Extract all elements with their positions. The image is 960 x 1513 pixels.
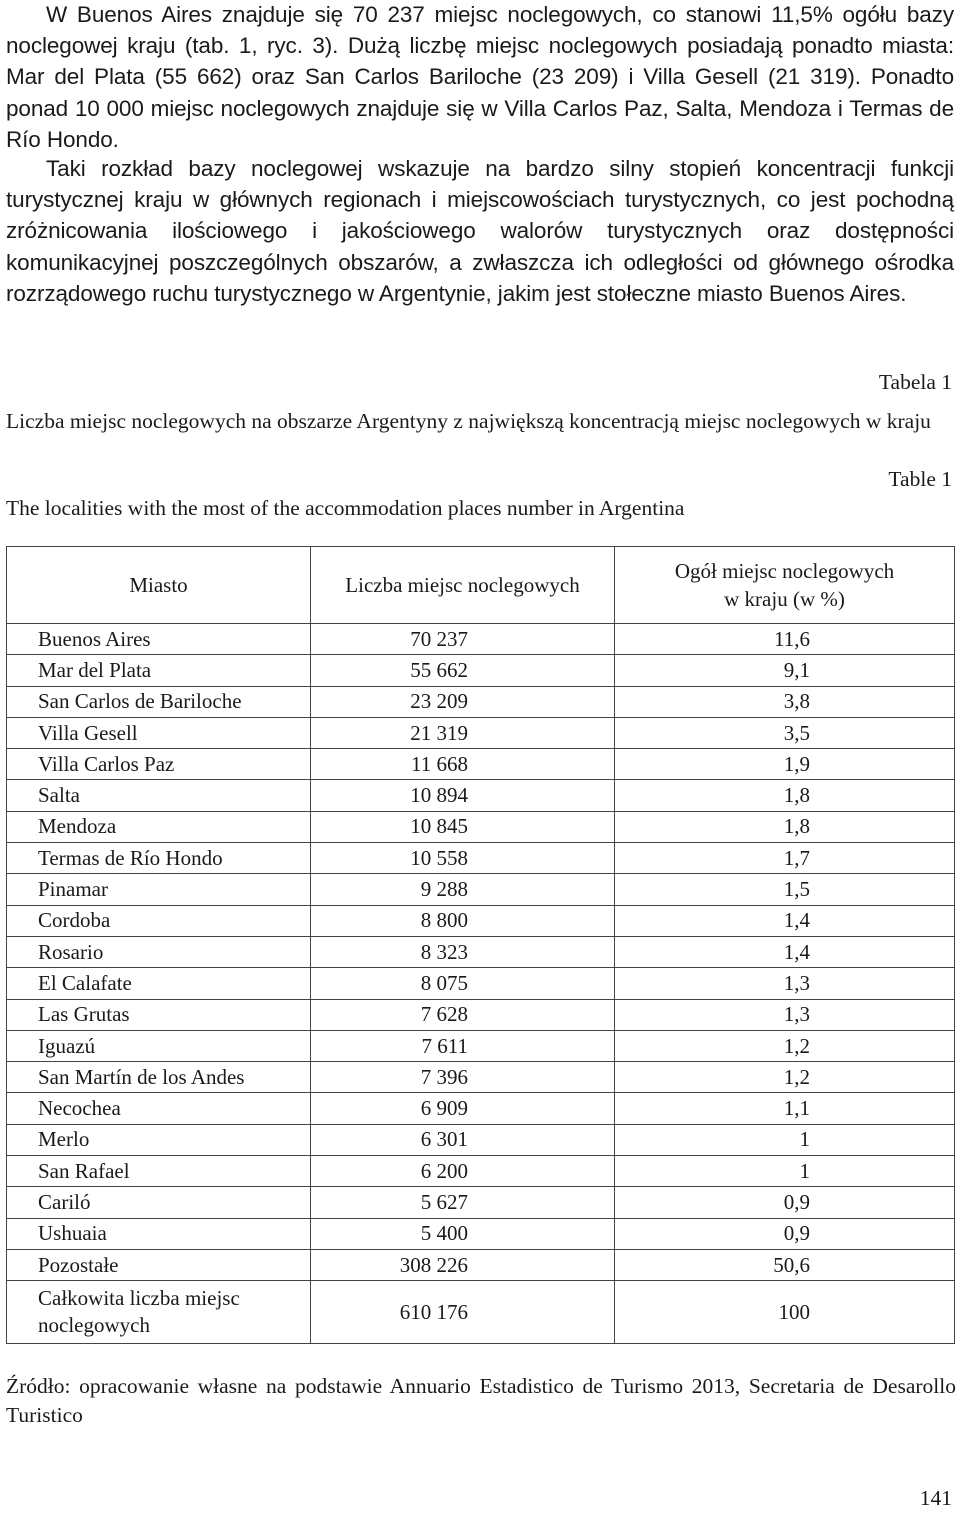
cell-percent: 50,6: [615, 1249, 955, 1280]
cell-percent: 1,4: [615, 905, 955, 936]
cell-city: El Calafate: [7, 968, 311, 999]
table-row: [7, 749, 955, 780]
source-note: Źródło: opracowanie własne na podstawie Annuario Estadistico de Turismo 2013, Secretaria de Desarollo Turistico: [6, 1374, 956, 1427]
cell-percent: 1: [615, 1124, 955, 1155]
cell-count: 7 611: [311, 1030, 615, 1061]
table-row: [7, 968, 955, 999]
total-count: 610 176: [311, 1281, 615, 1344]
table-row: [7, 1187, 955, 1218]
cell-count: 8 800: [311, 905, 615, 936]
cell-city: Ushuaia: [7, 1218, 311, 1249]
cell-count: 6 301: [311, 1124, 615, 1155]
cell-city: San Carlos de Bariloche: [7, 686, 311, 717]
table-row: [7, 811, 955, 842]
cell-count: 9 288: [311, 874, 615, 905]
cell-city: Villa Gesell: [7, 717, 311, 748]
cell-percent: 0,9: [615, 1218, 955, 1249]
cell-percent: 1,2: [615, 1062, 955, 1093]
header-percent-line2: w kraju (w %): [724, 587, 845, 611]
table-row: [7, 624, 955, 655]
cell-percent: 1,7: [615, 843, 955, 874]
cell-count: 10 845: [311, 811, 615, 842]
cell-percent: 3,8: [615, 686, 955, 717]
accommodation-table: [6, 546, 955, 1344]
cell-count: 10 558: [311, 843, 615, 874]
cell-city: Cariló: [7, 1187, 311, 1218]
table-row: [7, 1218, 955, 1249]
cell-city: Iguazú: [7, 1030, 311, 1061]
total-percent: 100: [615, 1281, 955, 1344]
table-caption-pl: Liczba miejsc noclegowych na obszarze Argentyny z największą koncentracją miejsc noclegowych w kraju: [6, 409, 931, 433]
cell-percent: 1: [615, 1156, 955, 1187]
header-percent: [615, 547, 955, 624]
cell-city: Villa Carlos Paz: [7, 749, 311, 780]
table-row: [7, 843, 955, 874]
cell-city: Merlo: [7, 1124, 311, 1155]
table-row: [7, 999, 955, 1030]
cell-percent: 0,9: [615, 1187, 955, 1218]
cell-percent: 1,9: [615, 749, 955, 780]
table-header-row: [7, 547, 955, 624]
cell-count: 23 209: [311, 686, 615, 717]
header-city: Miasto: [7, 547, 311, 624]
cell-count: 5 400: [311, 1218, 615, 1249]
cell-percent: 11,6: [615, 624, 955, 655]
cell-count: 7 396: [311, 1062, 615, 1093]
cell-city: Pinamar: [7, 874, 311, 905]
cell-count: 7 628: [311, 999, 615, 1030]
header-percent-line1: Ogół miejsc noclegowych: [674, 559, 895, 583]
table-row: [7, 1093, 955, 1124]
table-row: [7, 936, 955, 967]
table-row: [7, 1062, 955, 1093]
cell-count: 55 662: [311, 655, 615, 686]
cell-percent: 1,3: [615, 999, 955, 1030]
cell-city: Termas de Río Hondo: [7, 843, 311, 874]
table-row: [7, 1124, 955, 1155]
cell-city: Las Grutas: [7, 999, 311, 1030]
cell-city: Mar del Plata: [7, 655, 311, 686]
table-row: [7, 1030, 955, 1061]
table-row: [7, 780, 955, 811]
table-caption-en: The localities with the most of the accommodation places number in Argentina: [6, 496, 685, 520]
table-total-row: [7, 1281, 955, 1344]
table-label-en: Table 1: [888, 467, 952, 491]
cell-percent: 1,5: [615, 874, 955, 905]
cell-count: 8 075: [311, 968, 615, 999]
cell-percent: 1,8: [615, 780, 955, 811]
cell-percent: 1,1: [615, 1093, 955, 1124]
table-row: [7, 686, 955, 717]
cell-city: Buenos Aires: [7, 624, 311, 655]
cell-count: 11 668: [311, 749, 615, 780]
cell-city: San Martín de los Andes: [7, 1062, 311, 1093]
table-body: [7, 624, 955, 1281]
cell-count: 8 323: [311, 936, 615, 967]
cell-count: 21 319: [311, 717, 615, 748]
cell-count: 308 226: [311, 1249, 615, 1280]
cell-count: 10 894: [311, 780, 615, 811]
total-label-line2: noclegowych: [38, 1313, 150, 1338]
cell-count: 6 200: [311, 1156, 615, 1187]
header-count: Liczba miejsc noclegowych: [311, 547, 615, 624]
cell-city: Pozostałe: [7, 1249, 311, 1280]
cell-percent: 9,1: [615, 655, 955, 686]
cell-city: San Rafael: [7, 1156, 311, 1187]
cell-percent: 1,4: [615, 936, 955, 967]
table-row: [7, 717, 955, 748]
table-row: [7, 655, 955, 686]
cell-city: Mendoza: [7, 811, 311, 842]
page-number: 141: [919, 1486, 952, 1510]
cell-percent: 1,2: [615, 1030, 955, 1061]
body-paragraph-1: W Buenos Aires znajduje się 70 237 miejsc noclegowych, co stanowi 11,5% ogółu bazy noclegowej kraju (tab. 1, ryc. 3). Dużą liczbę miejsc noclegowych posiadają ponadto miasta: Mar del Plata (55 662) oraz San Carlos Bariloche (23 209) i Villa Gesell (21 319). Ponadto ponad 10 000 miejsc noclegowych znajduje się w Villa Carlos Paz, Salta, Mendoza i Termas de Río Hondo.: [6, 2, 954, 152]
cell-city: Salta: [7, 780, 311, 811]
table-row: [7, 874, 955, 905]
cell-city: Necochea: [7, 1093, 311, 1124]
cell-count: 70 237: [311, 624, 615, 655]
cell-percent: 1,8: [615, 811, 955, 842]
table-row: [7, 1249, 955, 1280]
cell-percent: 3,5: [615, 717, 955, 748]
body-paragraph-2: Taki rozkład bazy noclegowej wskazuje na bardzo silny stopień koncentracji funkcji turystycznej kraju w głównych regionach i miejscowościach turystycznych, co jest pochodną zróżnicowania ilościowego i jakościowego walorów turystycznych oraz dostępności komunikacyjnej poszczególnych obszarów, a zwłaszcza ich odległości od głównego ośrodka rozrządowego ruchu turystycznego w Argentynie, jakim jest stołeczne miasto Buenos Aires.: [6, 156, 954, 306]
cell-city: Cordoba: [7, 905, 311, 936]
cell-count: 6 909: [311, 1093, 615, 1124]
cell-count: 5 627: [311, 1187, 615, 1218]
table-label-pl: Tabela 1: [878, 370, 952, 394]
total-label: [7, 1281, 311, 1344]
cell-percent: 1,3: [615, 968, 955, 999]
total-label-line1: Całkowita liczba miejsc: [38, 1286, 240, 1311]
table-row: [7, 1156, 955, 1187]
cell-city: Rosario: [7, 936, 311, 967]
table-row: [7, 905, 955, 936]
